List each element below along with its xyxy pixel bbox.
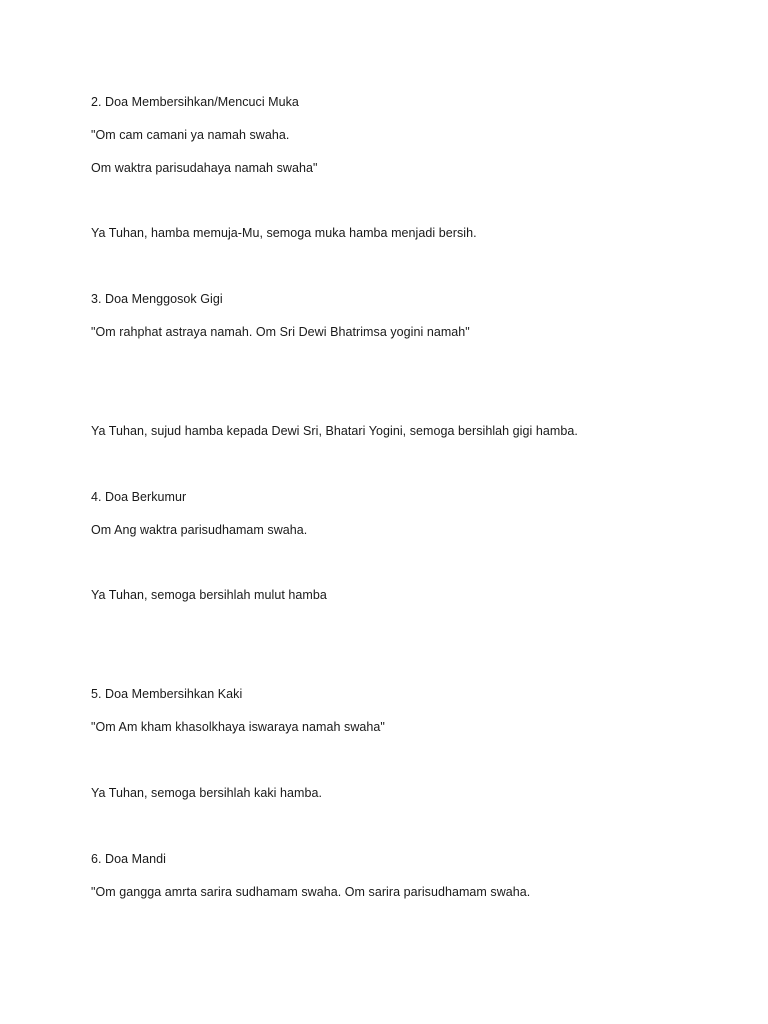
- mantra-line: Om waktra parisudahaya namah swaha": [91, 161, 318, 175]
- heading-doa-membersihkan-muka: 2. Doa Membersihkan/Mencuci Muka: [91, 95, 299, 109]
- translation-line: Ya Tuhan, hamba memuja-Mu, semoga muka hamba menjadi bersih.: [91, 226, 477, 240]
- mantra-line: "Om gangga amrta sarira sudhamam swaha. Om sarira parisudhamam swaha.: [91, 885, 531, 899]
- heading-doa-mandi: 6. Doa Mandi: [91, 852, 166, 866]
- translation-line: Ya Tuhan, semoga bersihlah mulut hamba: [91, 588, 327, 602]
- heading-doa-berkumur: 4. Doa Berkumur: [91, 490, 187, 504]
- translation-line: Ya Tuhan, semoga bersihlah kaki hamba.: [91, 786, 322, 800]
- heading-doa-menggosok-gigi: 3. Doa Menggosok Gigi: [91, 292, 223, 306]
- mantra-line: Om Ang waktra parisudhamam swaha.: [91, 523, 308, 537]
- mantra-line: "Om cam camani ya namah swaha.: [91, 128, 290, 142]
- heading-doa-membersihkan-kaki: 5. Doa Membersihkan Kaki: [91, 687, 243, 701]
- translation-line: Ya Tuhan, sujud hamba kepada Dewi Sri, Bhatari Yogini, semoga bersihlah gigi hamba.: [91, 424, 578, 438]
- mantra-line: "Om rahphat astraya namah. Om Sri Dewi Bhatrimsa yogini namah": [91, 325, 470, 339]
- mantra-line: "Om Am kham khasolkhaya iswaraya namah swaha": [91, 720, 385, 734]
